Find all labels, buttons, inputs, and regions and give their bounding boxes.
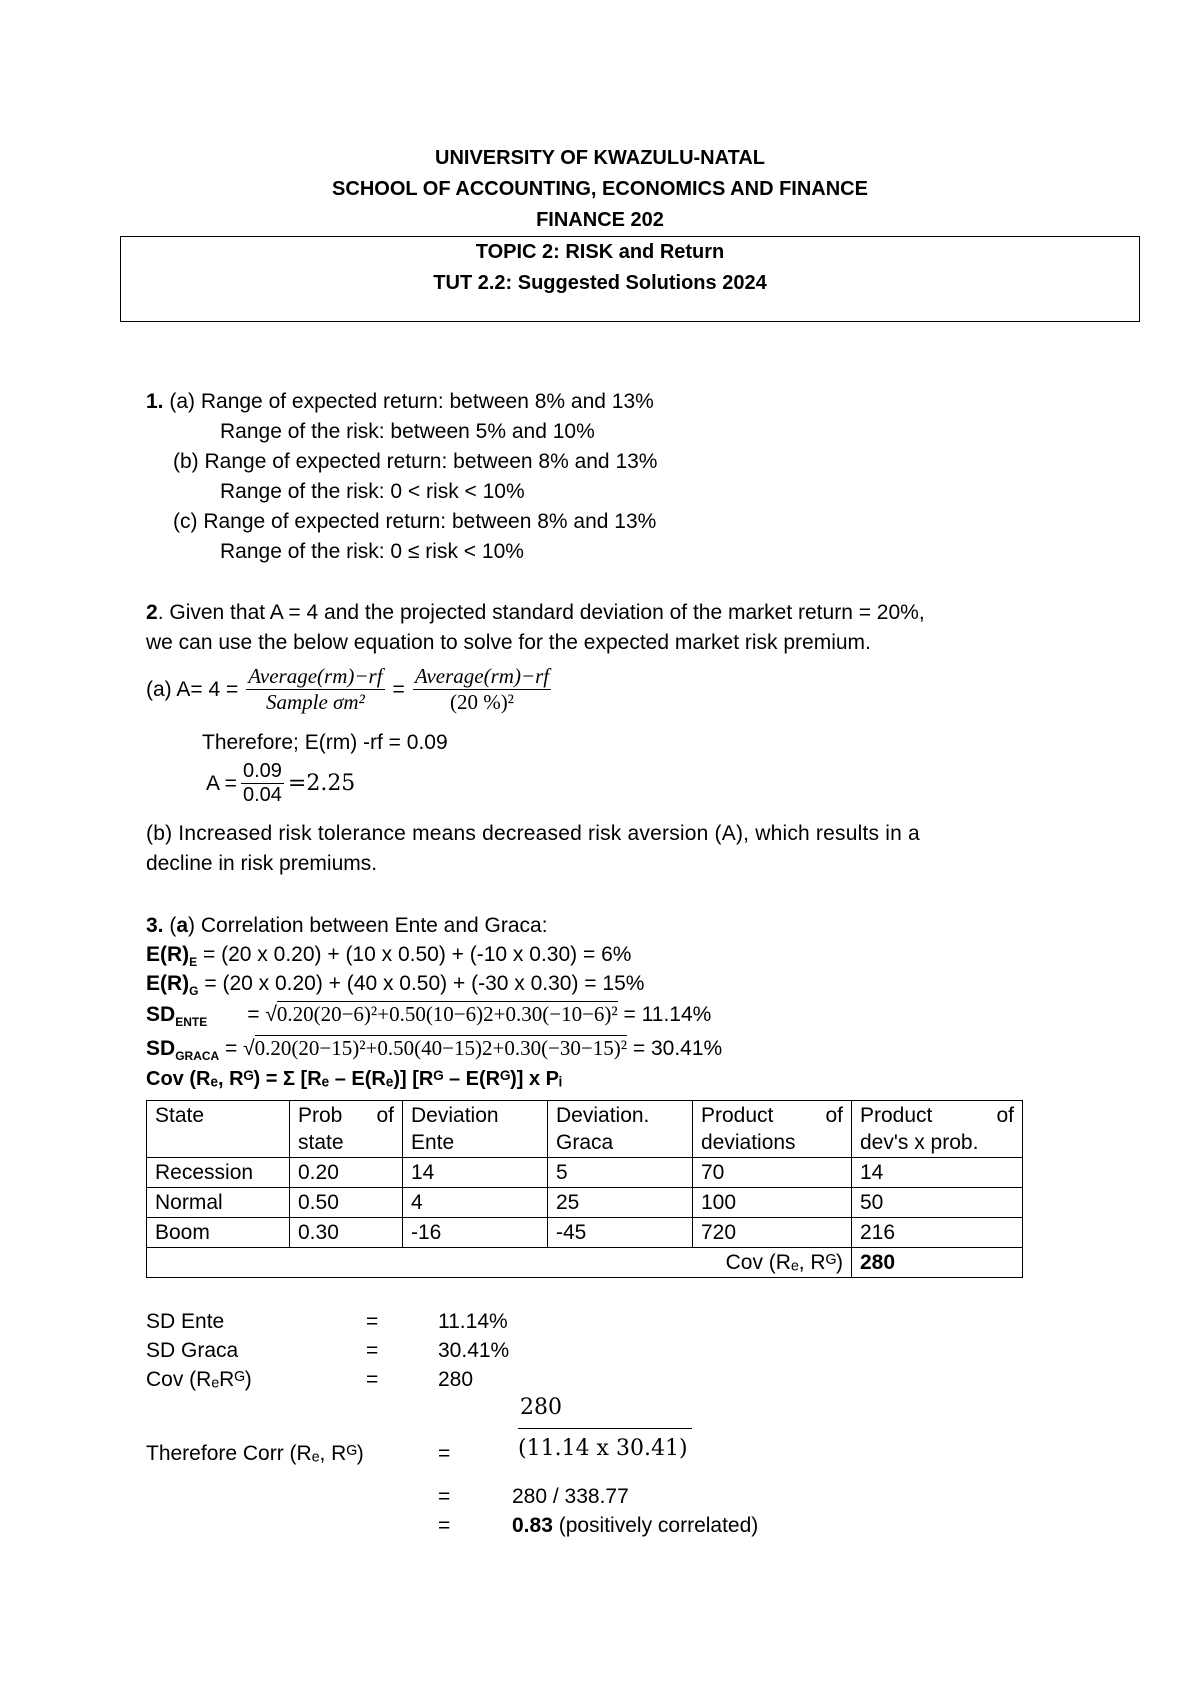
q1-a-text: (a) Range of expected return: between 8% and 13% [163,390,654,413]
covariance-table [146,1100,1023,1278]
table-cell: 14 [403,1158,548,1188]
table-cell: 720 [693,1218,852,1248]
table-cell: 4 [403,1188,548,1218]
step1-value: 280 / 338.77 [512,1485,629,1508]
school-title: SCHOOL OF ACCOUNTING, ECONOMICS AND FINANCE [332,178,868,200]
er-ente-expr: = (20 x 0.20) + (10 x 0.50) + (-10 x 0.30) = 6% [197,943,632,966]
table-cell: Boom [147,1218,290,1248]
q1-b-line1: (b) Range of expected return: between 8% and 13% [173,450,658,473]
q2-fraction-2-denominator: (20 %)² [449,690,514,714]
q2-intro-line2: we can use the below equation to solve for the expected market risk premium. [146,631,871,654]
corr-result: 0.83 [512,1514,553,1537]
q2-a-equation [146,664,551,715]
summary-label: SD Ente [146,1310,225,1333]
q2-fraction-2 [413,664,551,715]
summary-eq: = [366,1339,379,1362]
corr-numerator: 280 [520,1395,562,1420]
sqrt-icon: √ [243,1037,255,1060]
q2-therefore: Therefore; E(rm) -rf = 0.09 [202,731,448,754]
header-cell: Product of deviations [693,1101,852,1158]
sd-ente-result: = 11.14% [617,1003,712,1026]
q2-A-label: A = [206,771,237,795]
table-cell: 0.30 [290,1218,403,1248]
er-ente-sub: E [189,955,198,970]
q2-number: 2 [146,601,158,624]
total-label: Cov (Rₑ, Rᴳ) [147,1248,852,1278]
sqrt-icon: √ [265,1003,277,1026]
q2-A-fraction [241,760,284,807]
summary-value: 280 [438,1368,474,1391]
er-graca-expr: = (20 x 0.20) + (40 x 0.50) + (-30 x 0.30) = 15% [198,972,645,995]
q3-expected-return-graca [146,972,644,998]
sd-ente-label: SD [146,1003,176,1026]
q2-b-line1 [146,822,1061,846]
q3-open-paren: ( [163,914,177,937]
q2-fraction-1-denominator: Sample σm² [265,690,365,714]
table-cell: Recession [147,1158,290,1188]
topic-title: TOPIC 2: RISK and Return [475,241,725,263]
q2-intro-line1 [146,601,925,625]
q2-A-denominator: 0.04 [242,784,282,806]
table-row [147,1218,1023,1248]
sd-ente-sub: ENTE [175,1015,208,1030]
q3-sd-graca [146,1036,722,1063]
q3-number: 3. [146,914,164,937]
q2-equals: = [392,677,405,701]
table-row [147,1158,1023,1188]
step2-equals: = [438,1514,451,1537]
corr-label: Therefore Corr (Rₑ, Rᴳ) [146,1442,364,1465]
table-cell: 0.50 [290,1188,403,1218]
tut-title: TUT 2.2: Suggested Solutions 2024 [433,272,767,294]
table-cell: -45 [548,1218,693,1248]
sd-ente-radicand: 0.20(20−6)²+0.50(10−6)2+0.30(−10−6)² [276,1002,618,1026]
sd-graca-label: SD [146,1037,176,1060]
er-graca-sub: G [189,984,199,999]
sd-graca-radicand: 0.20(20−15)²+0.50(40−15)2+0.30(−30−15)² [254,1036,628,1060]
step1-equals: = [438,1485,451,1508]
total-value: 280 [852,1248,1023,1278]
q2-A-equation [206,760,355,807]
q3-a-letter: a [176,914,189,937]
table-cell: -16 [403,1218,548,1248]
header-cell: Deviation. Graca [548,1101,693,1158]
table-cell: 50 [852,1188,1023,1218]
q2-b-line2: decline in risk premiums. [146,852,378,875]
header-cell: Deviation Ente [403,1101,548,1158]
header-cell: Product of dev's x prob. [852,1101,1023,1158]
table-cell: Normal [147,1188,290,1218]
q1-c-line2: Range of the risk: 0 ≤ risk < 10% [220,540,524,563]
q2-A-numerator: 0.09 [242,760,282,782]
er-graca-label: E(R) [146,972,190,995]
er-ente-label: E(R) [146,943,190,966]
table-cell: 0.20 [290,1158,403,1188]
table-header-row [147,1101,1023,1158]
corr-note: (positively correlated) [552,1514,759,1537]
q2-fraction-2-numerator: Average(rm)−rf [414,664,550,688]
q1-c-line1: (c) Range of expected return: between 8% and 13% [173,510,657,533]
course-title: FINANCE 202 [536,209,664,231]
q3-cov-formula: Cov (Rₑ, Rᴳ) = Σ [Rₑ – E(Rₑ)] [Rᴳ – E(Rᴳ)] x Pᵢ [146,1068,562,1090]
summary-value: 30.41% [438,1339,510,1362]
q2-b-text-1: (b) Increased risk tolerance means decreased risk aversion (A), which results in a [146,822,920,845]
summary-eq: = [366,1310,379,1333]
table-cell: 70 [693,1158,852,1188]
table-cell: 25 [548,1188,693,1218]
sd-graca-equals: = [219,1037,238,1060]
summary-eq: = [366,1368,379,1391]
header-cell: Prob of state [290,1101,403,1158]
q1-b-line2: Range of the risk: 0 < risk < 10% [220,480,525,503]
sd-graca-sub: GRACA [175,1049,220,1064]
q1-a-line1 [146,390,654,414]
q1-a-line2: Range of the risk: between 5% and 10% [220,420,595,443]
table-cell: 216 [852,1218,1023,1248]
summary-label: Cov (RₑRᴳ) [146,1368,252,1391]
q2-A-result: =2.25 [287,771,356,796]
corr-denominator: (11.14 x 30.41) [518,1436,688,1461]
summary-label: SD Graca [146,1339,239,1362]
table-cell: 100 [693,1188,852,1218]
q3-expected-return-ente [146,943,631,969]
table-total-row [147,1248,1023,1278]
corr-equals: = [438,1442,451,1465]
corr-fraction-bar [518,1428,692,1429]
table-cell: 14 [852,1158,1023,1188]
sd-ente-equals: = [247,1003,260,1026]
q2-fraction-1-numerator: Average(rm)−rf [248,664,383,688]
step2-value [512,1514,758,1538]
table-cell: 5 [548,1158,693,1188]
q2-fraction-1 [246,664,384,715]
q3-intro-text: ) Correlation between Ente and Graca: [188,914,548,937]
university-title: UNIVERSITY OF KWAZULU-NATAL [435,147,765,169]
q2-intro-text: . Given that A = 4 and the projected standard deviation of the market return = 20%, [157,601,925,624]
summary-value: 11.14% [438,1310,508,1333]
q1-number: 1. [146,390,164,413]
q3-intro [146,914,548,938]
q3-sd-ente [146,1002,711,1029]
table-row [147,1188,1023,1218]
header-cell: State [147,1101,290,1158]
q2-a-label: (a) A= 4 = [146,677,239,701]
sd-graca-result: = 30.41% [627,1037,723,1060]
